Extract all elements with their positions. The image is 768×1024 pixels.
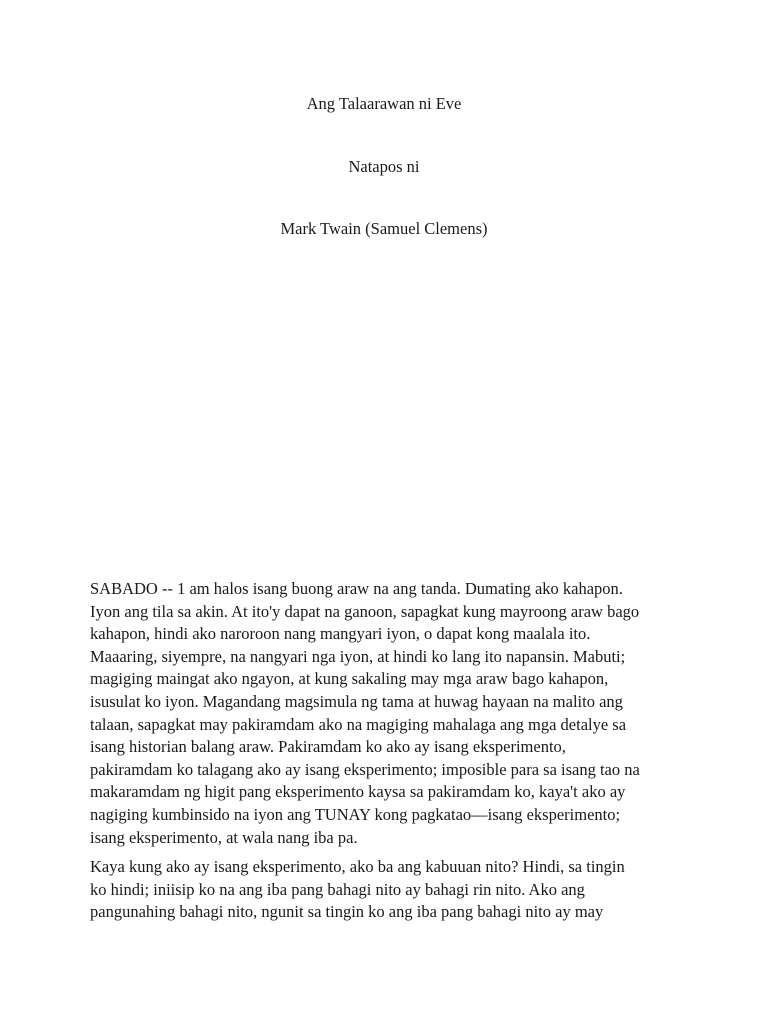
paragraph-line: kahapon, hindi ako naroroon nang mangyari iyon, o dapat kong maalala ito. <box>90 624 591 644</box>
paragraph-line: makaramdam ng higit pang eksperimento kaysa sa pakiramdam ko, kaya't ako ay <box>90 782 626 802</box>
byline-label: Natapos ni <box>348 157 420 176</box>
body-paragraph-2 <box>90 856 690 924</box>
paragraph-line: isang eksperimento, at wala nang iba pa. <box>90 827 358 847</box>
paragraph-line: SABADO -- 1 am halos isang buong araw na ang tanda. Dumating ako kahapon. <box>90 579 623 598</box>
paragraph-line: ko hindi; iniisip ko na ang iba pang bahagi nito ay bahagi rin nito. Ako ang <box>90 879 585 899</box>
paragraph-line: nagiging kumbinsido na iyon ang TUNAY kong pagkatao—isang eksperimento; <box>90 804 621 824</box>
author-name: Mark Twain (Samuel Clemens) <box>280 219 488 238</box>
paragraph-line: isang historian balang araw. Pakiramdam ko ako ay isang eksperimento, <box>90 737 566 757</box>
paragraph-line: Kaya kung ako ay isang eksperimento, ako ba ang kabuuan nito? Hindi, sa tingin <box>90 857 625 876</box>
paragraph-line: talaan, sapagkat may pakiramdam ako na magiging mahalaga ang mga detalye sa <box>90 714 627 734</box>
paragraph-line: Maaaring, siyempre, na nangyari nga iyon, at hindi ko lang ito napansin. Mabuti; <box>90 646 626 666</box>
document-title: Ang Talaarawan ni Eve <box>306 94 462 113</box>
paragraph-line: pakiramdam ko talagang ako ay isang eksperimento; imposible para sa isang tao na <box>90 759 640 779</box>
paragraph-line: magiging maingat ako ngayon, at kung sakaling may mga araw bago kahapon, <box>90 669 609 689</box>
paragraph-line: pangunahing bahagi nito, ngunit sa tingin ko ang iba pang bahagi nito ay may <box>90 902 604 922</box>
body-paragraph-1 <box>90 578 690 849</box>
paragraph-line: isusulat ko iyon. Magandang magsimula ng tama at huwag hayaan na malito ang <box>90 691 623 711</box>
paragraph-line: Iyon ang tila sa akin. At ito'y dapat na ganoon, sapagkat kung mayroong araw bago <box>90 601 640 621</box>
